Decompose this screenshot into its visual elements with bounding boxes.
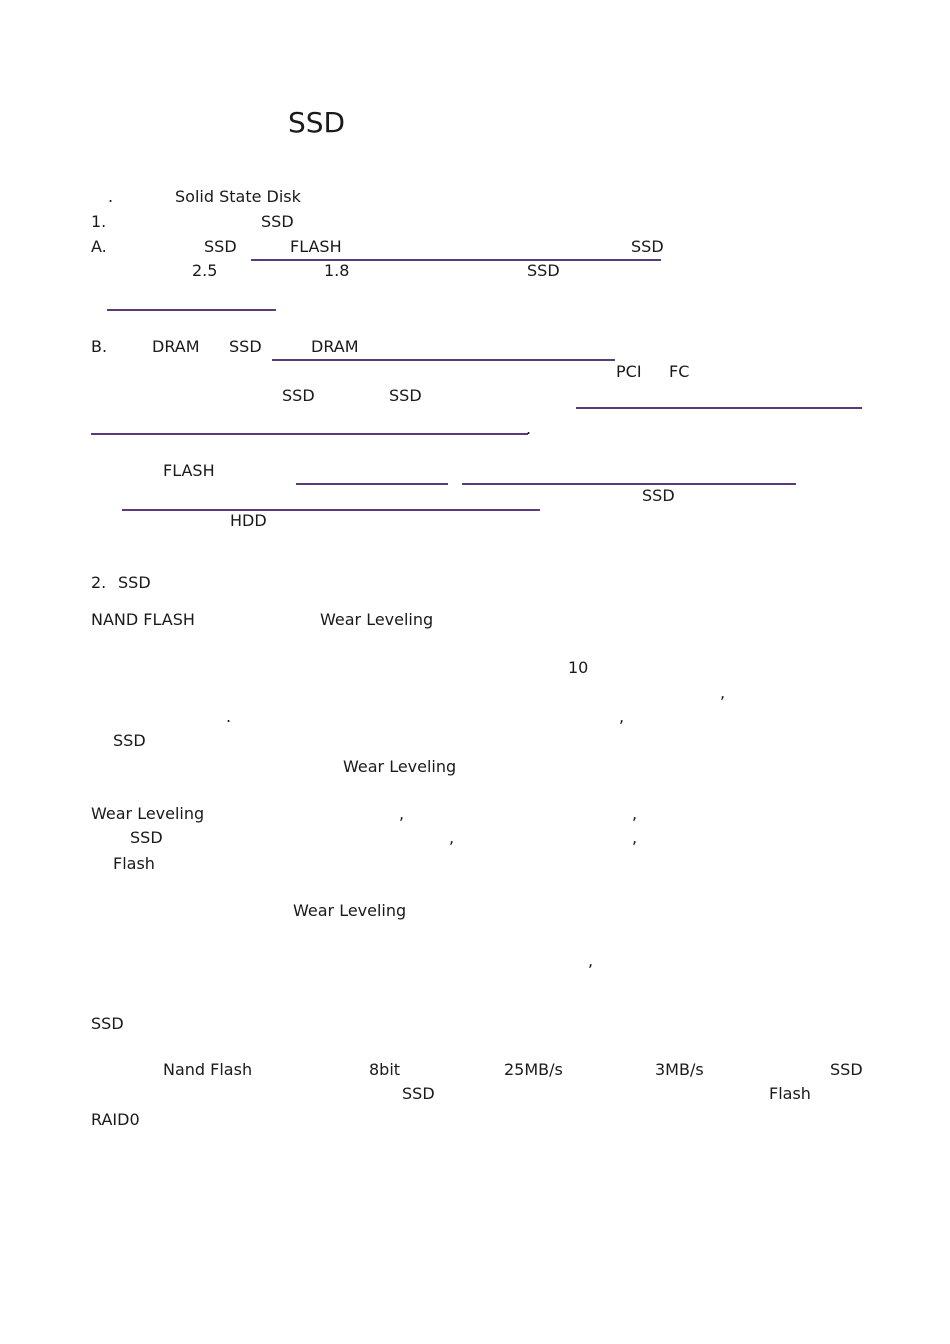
section3-speed-25: 25MB/s [504, 1060, 563, 1079]
section2-comma-3: , [399, 804, 405, 823]
document-title: SSD [288, 106, 346, 139]
section2-dot-1: . [226, 707, 232, 726]
section2-nand-flash: NAND FLASH [91, 610, 195, 629]
item-c-flash: FLASH [163, 461, 215, 480]
section2-comma-1: , [720, 683, 726, 702]
item-b-dram-1: DRAM [152, 337, 200, 356]
section2-number: 2. [91, 573, 107, 592]
section3-label: SSD [91, 1014, 124, 1033]
item-a-underline-2 [107, 309, 276, 311]
item-a-flash: FLASH [290, 237, 342, 256]
section2-comma-6: , [632, 828, 638, 847]
section2-wear-leveling-1: Wear Leveling [320, 610, 434, 629]
item-c-underline-2 [462, 483, 796, 485]
section3-ssd-2: SSD [402, 1084, 435, 1103]
item-b-fc: FC [669, 362, 690, 381]
section2-ssd-1: SSD [113, 731, 146, 750]
item-b-underline-3 [91, 433, 528, 435]
intro-term: Solid State Disk [175, 187, 301, 206]
section1-label: SSD [261, 212, 294, 231]
item-a-ssd-3: SSD [527, 261, 560, 280]
item-b-ssd-1: SSD [229, 337, 262, 356]
item-a-ssd-2: SSD [631, 237, 664, 256]
section2-label: SSD [118, 573, 151, 592]
item-a-size-18: 1.8 [324, 261, 350, 280]
item-c-underline-1 [296, 483, 448, 485]
item-a-number: A. [91, 237, 107, 256]
section2-comma-2: , [619, 707, 625, 726]
item-b-ssd-2: SSD [282, 386, 315, 405]
section2-wear-leveling-3: Wear Leveling [91, 804, 205, 823]
item-a-size-25: 2.5 [192, 261, 218, 280]
intro-dot: . [108, 187, 114, 206]
section3-nand-flash: Nand Flash [163, 1060, 253, 1079]
section3-speed-3: 3MB/s [655, 1060, 704, 1079]
section3-raid0: RAID0 [91, 1110, 140, 1129]
section2-wear-leveling-2: Wear Leveling [343, 757, 457, 776]
item-a-ssd-1: SSD [204, 237, 237, 256]
section3-ssd-1: SSD [830, 1060, 863, 1079]
item-b-dram-2: DRAM [311, 337, 359, 356]
item-b-pci: PCI [616, 362, 642, 381]
item-b-number: B. [91, 337, 108, 356]
item-b-period: . [526, 419, 532, 438]
section2-comma-7: , [588, 951, 594, 970]
section2-ssd-2: SSD [130, 828, 163, 847]
section2-flash: Flash [113, 854, 155, 873]
item-c-hdd: HDD [230, 511, 267, 530]
item-c-ssd: SSD [642, 486, 675, 505]
item-a-underline-1 [251, 259, 661, 261]
section2-wear-leveling-4: Wear Leveling [293, 901, 407, 920]
item-b-underline-2 [576, 407, 862, 409]
section3-flash: Flash [769, 1084, 811, 1103]
item-b-ssd-3: SSD [389, 386, 422, 405]
item-c-underline-3 [122, 509, 540, 511]
section1-number: 1. [91, 212, 107, 231]
section3-8bit: 8bit [369, 1060, 401, 1079]
section2-comma-5: , [449, 828, 455, 847]
item-b-underline-1 [272, 359, 615, 361]
section2-ten: 10 [568, 658, 589, 677]
section2-comma-4: , [632, 804, 638, 823]
